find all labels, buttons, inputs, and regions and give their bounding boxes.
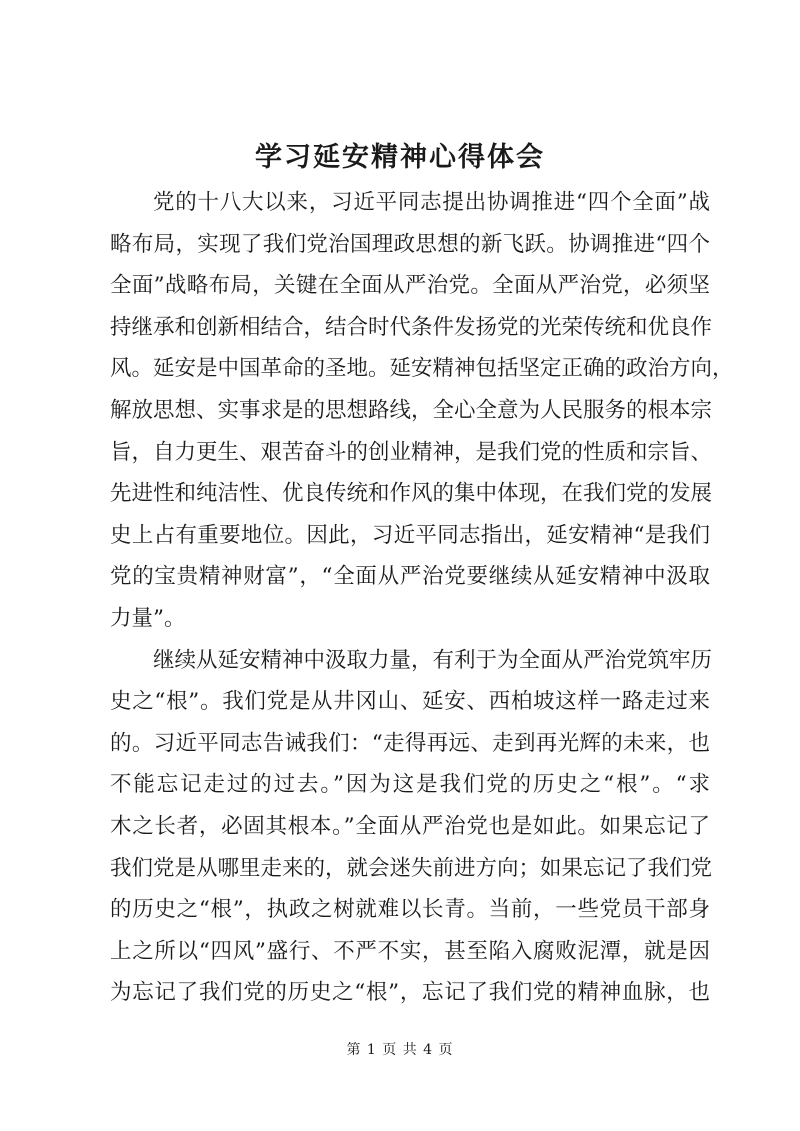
page-number-footer: 第 1 页 共 4 页	[346, 1042, 454, 1058]
paragraph-2-line-2: 史之“根”。我们党是从井冈山、延安、西柏坡这样一路走过来	[110, 689, 710, 715]
paragraph-1-line-2: 略布局，实现了我们党治国理政思想的新飞跃。协调推进“四个	[110, 231, 710, 257]
paragraph-1-line-9: 史上占有重要地位。因此，习近平同志指出，延安精神“是我们	[110, 522, 710, 548]
paragraph-2-line-9: 为忘记了我们党的历史之“根”，忘记了我们党的精神血脉，也	[110, 980, 710, 1006]
paragraph-1-line-1: 党的十八大以来，习近平同志提出协调推进“四个全面”战	[153, 190, 710, 215]
document-title: 学习延安精神心得体会	[255, 142, 545, 173]
document-body	[110, 182, 734, 1014]
paragraph-1-line-7: 旨，自力更生、艰苦奋斗的创业精神，是我们党的性质和宗旨、	[110, 439, 713, 465]
paragraph-1-line-5: 风。延安是中国革命的圣地。延安精神包括坚定正确的政治方向，	[110, 356, 734, 382]
paragraph-2-line-7: 的历史之“根”，执政之树就难以长青。当前，一些党员干部身	[110, 897, 710, 923]
paragraph-2-line-6: 我们党是从哪里走来的，就会迷失前进方向；如果忘记了我们党	[110, 855, 713, 881]
paragraph-2-line-5: 木之长者，必固其根本。”全面从严治党也是如此。如果忘记了	[110, 813, 710, 839]
paragraph-1-line-10: 党的宝贵精神财富”，“全面从严治党要继续从延安精神中汲取	[110, 564, 710, 590]
paragraph-1-line-6: 解放思想、实事求是的思想路线，全心全意为人民服务的根本宗	[110, 397, 713, 423]
paragraph-2-line-1: 继续从延安精神中汲取力量，有利于为全面从严治党筑牢历	[153, 647, 713, 673]
paragraph-2-line-8: 上之所以“四风”盛行、不严不实，甚至陷入腐败泥潭，就是因	[110, 938, 710, 964]
paragraph-2-line-3: 的。习近平同志告诫我们：“走得再远、走到再光辉的未来，也	[110, 730, 710, 756]
paragraph-1-line-8: 先进性和纯洁性、优良传统和作风的集中体现，在我们党的发展	[110, 481, 713, 507]
paragraph-1-line-4: 持继承和创新相结合，结合时代条件发扬党的光荣传统和优良作	[110, 314, 713, 340]
paragraph-1-line-3: 全面”战略布局，关键在全面从严治党。全面从严治党，必须坚	[110, 273, 710, 299]
paragraph-1-line-11: 力量”。	[110, 605, 186, 631]
paragraph-2-line-4: 不能忘记走过的过去。”因为这是我们党的历史之“根”。“求	[110, 772, 710, 798]
